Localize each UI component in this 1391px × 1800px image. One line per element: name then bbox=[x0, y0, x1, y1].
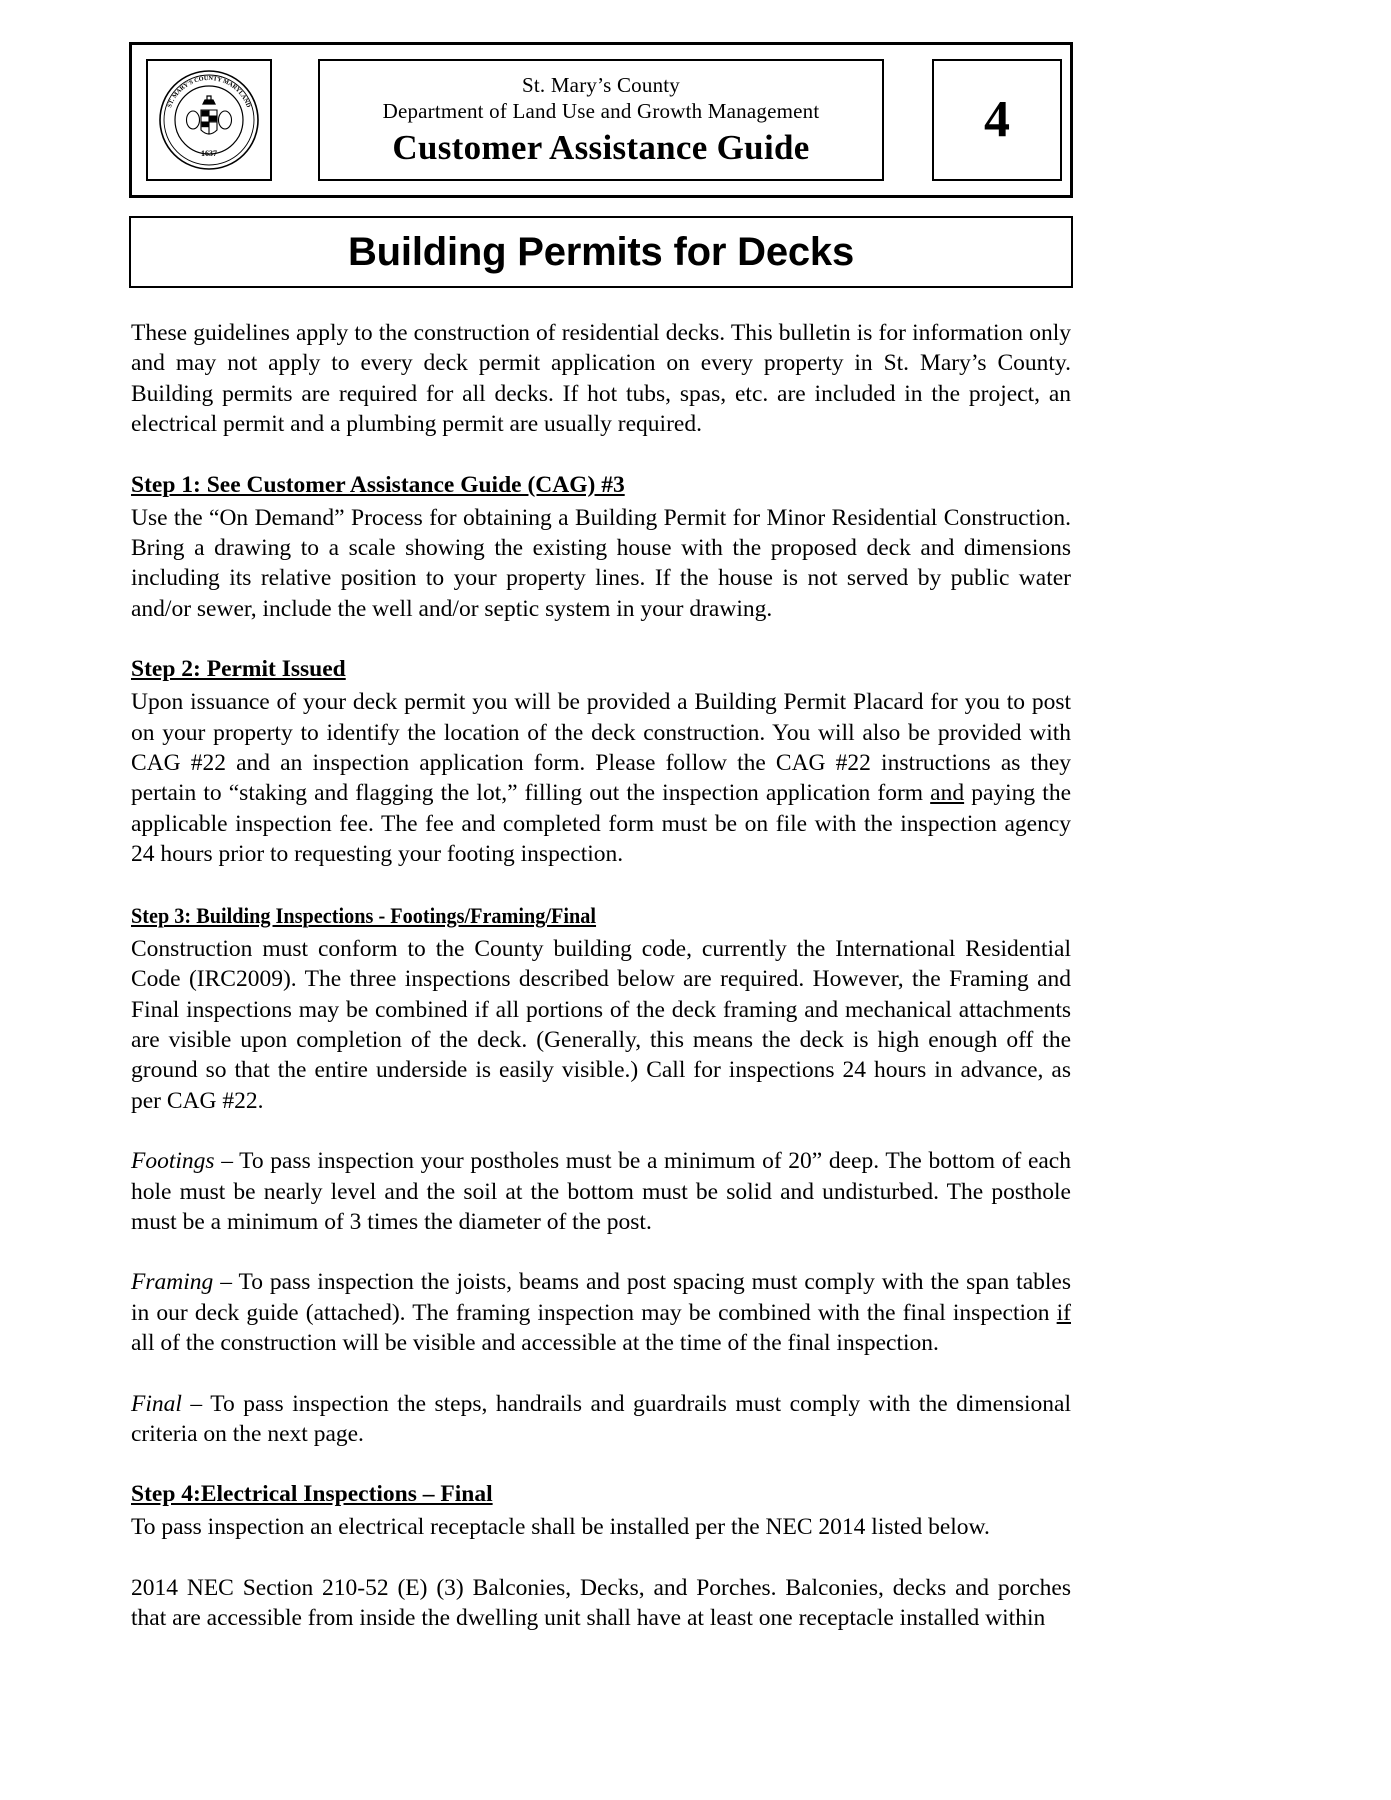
step-2-heading: Step 2: Permit Issued bbox=[131, 656, 346, 683]
step-2-heading-wrap bbox=[131, 654, 1071, 687]
svg-text:ST. MARY'S COUNTY MARYLAND: ST. MARY'S COUNTY MARYLAND bbox=[166, 74, 252, 109]
step-1-paragraph: Use the “On Demand” Process for obtaining a Building Permit for Minor Residential Construction. Bring a drawing to a scale showing the existing house with the proposed deck and dimensions including its relative position to your property lines. If the house is not served by public water and/or sewer, include the well and/or septic system in your drawing. bbox=[131, 504, 1071, 622]
nec-paragraph: 2014 NEC Section 210-52 (E) (3) Balconies, Decks, and Porches. Balconies, decks and porches that are accessible from inside the dwelling unit shall have at least one receptacle installed within bbox=[131, 1574, 1071, 1632]
step-2-text-a: Upon issuance of your deck permit you will be provided a Building Permit Placard for you to post on your property to identify the location of the deck construction. You will also be provided with CAG #22 and an inspection application form. Please follow the CAG #22 instructions as they pertain to “staking and flagging the lot,” filling out the inspection application form bbox=[131, 689, 1071, 807]
guide-number-box bbox=[932, 59, 1062, 181]
step-1-heading: Step 1: See Customer Assistance Guide (CAG) #3 bbox=[131, 471, 625, 498]
customer-assistance-guide-title: Customer Assistance Guide bbox=[392, 127, 810, 167]
step-1-heading-wrap bbox=[131, 470, 1071, 503]
county-seal-box bbox=[146, 59, 272, 181]
step-2-paragraph bbox=[131, 687, 1071, 869]
final-paragraph bbox=[131, 1389, 1071, 1450]
header-banner bbox=[129, 42, 1073, 198]
final-text: – To pass inspection the steps, handrails and guardrails must comply with the dimensional criteria on the next page. bbox=[131, 1390, 1071, 1447]
guide-number: 4 bbox=[984, 91, 1010, 148]
guide-title-box bbox=[318, 59, 884, 181]
final-label: Final bbox=[131, 1390, 182, 1417]
organization-line-1: St. Mary’s County bbox=[522, 72, 680, 97]
step-4-heading-wrap bbox=[131, 1479, 1071, 1512]
step-2-text-b: paying the applicable inspection fee. The fee and completed form must be on file with the inspection agency 24 hours prior to requesting your footing inspection. bbox=[131, 780, 1071, 868]
step-4-heading: Step 4:Electrical Inspections – Final bbox=[131, 1481, 493, 1508]
framing-paragraph bbox=[131, 1267, 1071, 1358]
intro-paragraph: These guidelines apply to the construction of residential decks. This bulletin is for information only and may not apply to every deck permit application on every property in St. Mary’s County. Building permits are required for all decks. If hot tubs, spas, etc. are included in the project, an electrical permit and a plumbing permit are usually required. bbox=[131, 320, 1071, 438]
framing-emphasis-if: if bbox=[1056, 1299, 1071, 1326]
step-3-heading: Step 3: Building Inspections - Footings/Framing/Final bbox=[131, 902, 597, 928]
footings-label: Footings bbox=[131, 1148, 215, 1175]
step-3-paragraph: Construction must conform to the County building code, currently the International Residential Code (IRC2009). The three inspections described below are required. However, the Framing and Final inspections may be combined if all portions of the deck framing and mechanical attachments are visible upon completion of the deck. (Generally, this means the deck is high enough off the ground so that the entire underside is easily visible.) Call for inspections 24 hours in advance, as per CAG #22. bbox=[131, 935, 1071, 1114]
county-seal-icon bbox=[157, 68, 261, 172]
document-title-box bbox=[129, 216, 1073, 288]
step-4-paragraph: To pass inspection an electrical receptacle shall be installed per the NEC 2014 listed below. bbox=[131, 1514, 990, 1541]
step-2-emphasis-and: and bbox=[930, 780, 965, 807]
svg-text:1637: 1637 bbox=[201, 149, 217, 158]
organization-line-2: Department of Land Use and Growth Management bbox=[382, 98, 820, 123]
footings-text: – To pass inspection your postholes must be a minimum of 20” deep. The bottom of each hole must be nearly level and the soil at the bottom must be solid and undisturbed. The posthole must be a minimum of 3 times the diameter of the post. bbox=[131, 1148, 1071, 1235]
framing-label: Framing bbox=[131, 1269, 214, 1296]
page-title: Building Permits for Decks bbox=[347, 230, 855, 274]
framing-text-a: – To pass inspection the joists, beams and post spacing must comply with the span tables in our deck guide (attached). The framing inspection may be combined with the final inspection bbox=[131, 1269, 1071, 1326]
framing-text-b: all of the construction will be visible and accessible at the time of the final inspection. bbox=[131, 1330, 939, 1357]
footings-paragraph bbox=[131, 1146, 1071, 1237]
document-body bbox=[131, 318, 1071, 1634]
step-3-heading-wrap bbox=[131, 900, 1071, 934]
